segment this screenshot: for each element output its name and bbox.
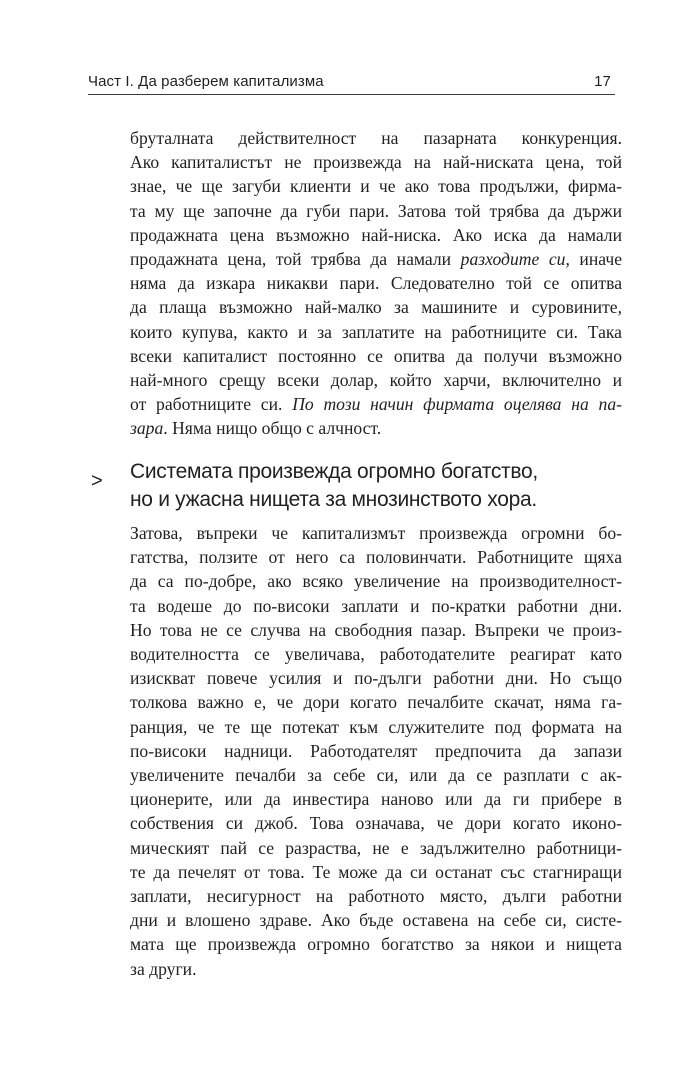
text-line: по-високи надници. Работодателят предпочита да запази <box>130 740 622 761</box>
text-line: всеки капиталист постоянно се опитва да получи възможно <box>130 345 622 366</box>
text-line: водителността се увеличава, работодателите реагират като <box>130 644 622 665</box>
heading-marker: > <box>91 470 103 492</box>
text-line: знае, че ще загуби клиенти и че ако това продължи, фирма- <box>130 176 622 197</box>
italic-run: По този начин фирмата оцелява на па- <box>292 394 622 415</box>
text-run: от работниците си. <box>130 394 293 415</box>
text-line: изискват повече усилия и по-дълги работни дни. Но също <box>130 668 622 689</box>
text-line: най-много срещу всеки долар, който харчи, включително и <box>130 370 622 391</box>
section-heading <box>130 458 622 514</box>
page-number: 17 <box>594 73 611 90</box>
text-line: ранция, че те ще потекат към служителите под формата на <box>130 716 622 737</box>
text-line: мическият пай се разраства, не е задължително работници- <box>130 837 622 858</box>
text-line: които купува, както и за заплатите на работниците си. Така <box>130 321 622 342</box>
text-line: ционерите, или да инвестира наново или да ги прибере в <box>130 789 622 810</box>
text-run: . Няма нищо общо с алчност. <box>163 418 382 439</box>
text-line: Затова, въпреки че капитализмът произвежда огромни бо- <box>130 523 622 543</box>
text-line-mixed <box>130 392 622 416</box>
text-line: дни и влошено здраве. Ако бъде оставена на себе си, систе- <box>130 910 622 931</box>
text-line: увеличените печалби за себе си, или да се разплати с ак- <box>130 765 622 786</box>
paragraph-2 <box>130 521 622 981</box>
text-run: продажната цена, той трябва да намали <box>130 249 461 270</box>
text-line: та водеше до по-високи заплати и по-кратки работни дни. <box>130 595 622 616</box>
text-line: мата ще произвежда огромно богатство за някои и нищета <box>130 934 622 955</box>
text-line: та му ще започне да губи пари. Затова той трябва да държи <box>130 200 622 221</box>
running-head <box>88 62 615 95</box>
text-line: Ако капиталистът не произвежда на най-ниската цена, той <box>130 152 622 173</box>
text-line: заплати, несигурност на работното място, дълги работни <box>130 886 622 907</box>
text-line: толкова важно е, че дори когато печалбите скачат, няма га- <box>130 692 622 713</box>
italic-run: зара <box>130 418 164 439</box>
text-line: няма да изкара никакви пари. Следователно той се опитва <box>130 273 622 294</box>
text-line: бруталната действителност на пазарната конкуренция. <box>130 128 622 148</box>
text-run: , иначе <box>565 249 622 270</box>
text-line: гатства, ползите от него са половинчати. Работниците щяха <box>130 547 622 568</box>
text-line: те да печелят от това. Те може да си останат със стагниращи <box>130 861 622 882</box>
italic-run: разходите си <box>460 249 566 270</box>
text-line: да са по-добре, ако всяко увеличение на производителност- <box>130 571 622 592</box>
text-line-mixed <box>130 416 622 440</box>
text-line: за други. <box>130 958 197 979</box>
text-line: да плаща възможно най-малко за машините и суровините, <box>130 297 622 318</box>
text-line-mixed <box>130 247 622 271</box>
text-line: продажната цена възможно най-ниска. Ако иска да намали <box>130 224 622 245</box>
paragraph-1 <box>130 126 622 441</box>
heading-line: но и ужасна нищета за мнозинството хора. <box>130 488 537 511</box>
chapter-title: Част I. Да разберем капитализма <box>88 73 324 90</box>
heading-line: Системата произвежда огромно богатство, <box>130 460 538 483</box>
text-line: собствения си джоб. Това означава, че дори когато иконо- <box>130 813 622 834</box>
text-line: Но това не се случва на свободния пазар. Въпреки че произ- <box>130 619 622 640</box>
